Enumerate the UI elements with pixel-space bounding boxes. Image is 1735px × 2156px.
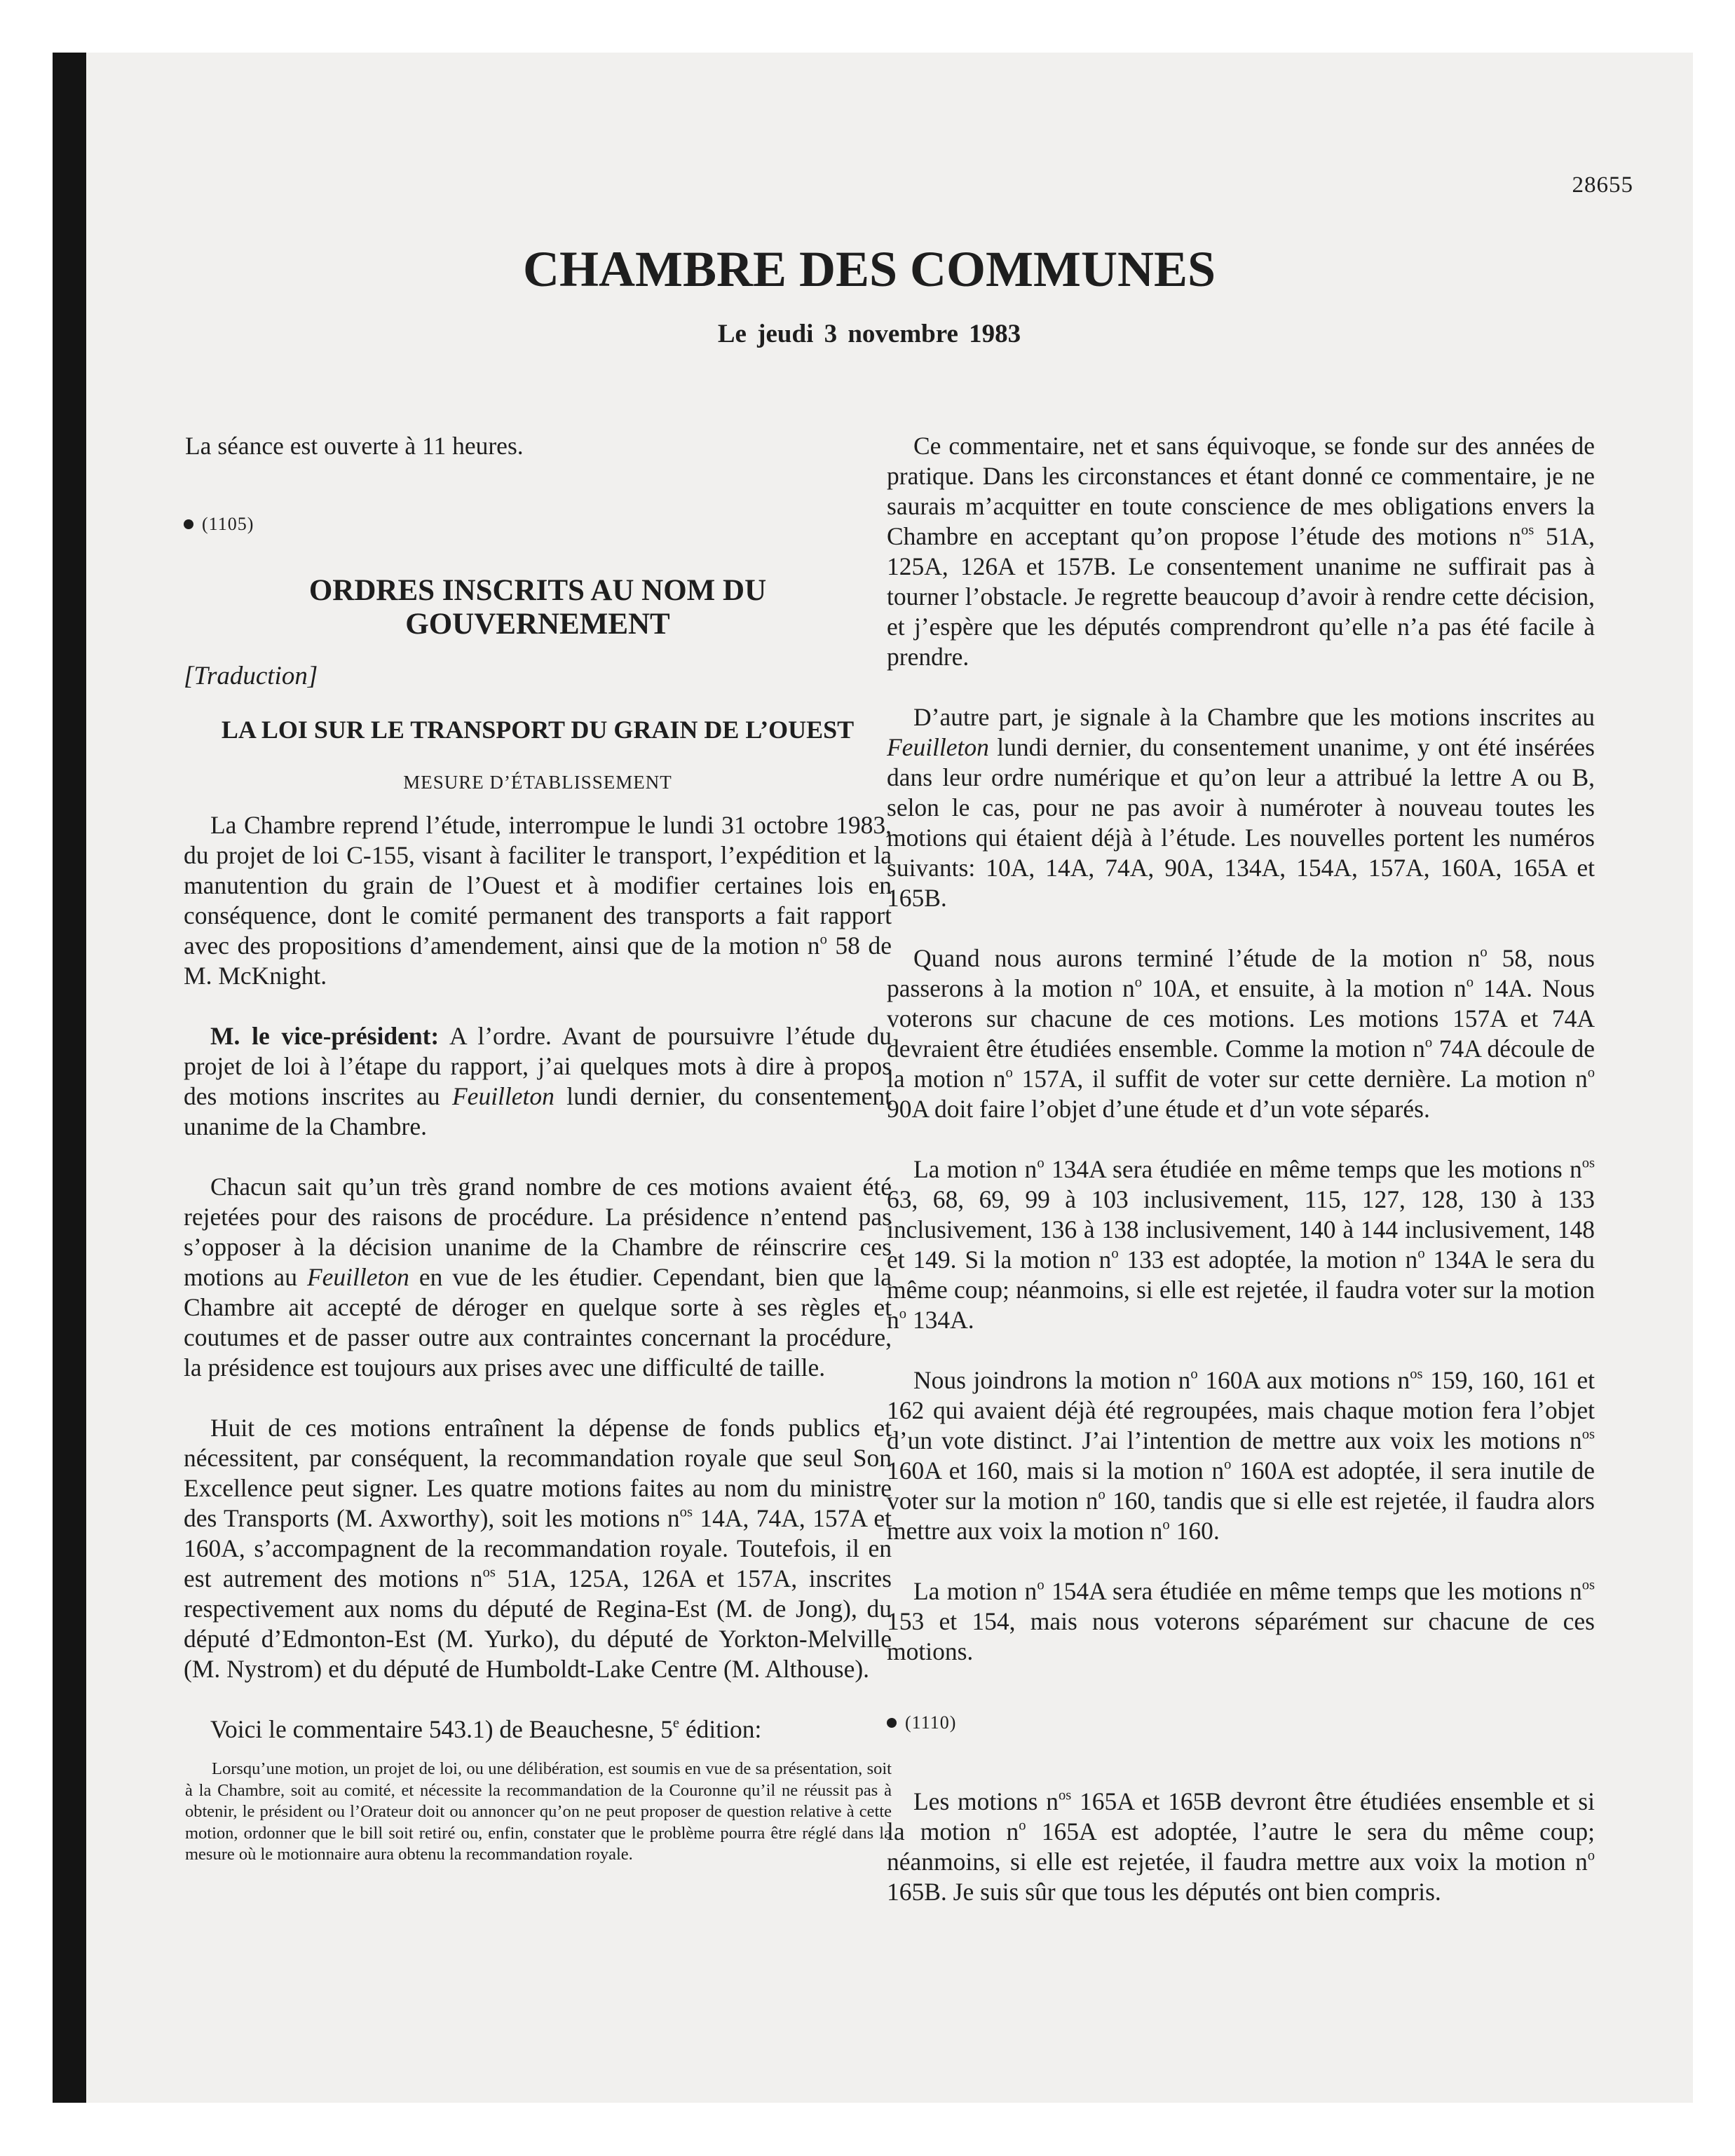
block-quote: Lorsqu’une motion, un projet de loi, ou une délibération, est soumis en vue de sa présentation, soit à la Chambre, soit au comité, et nécessite la recommandation de la Couronne qu’il ne réussit pas à obtenir, le président ou l’Orateur doit ou annoncer qu’on ne peut proposer de question relative à cette motion, ordonner que le bill soit retiré ou, enfin, constater que le problème pourra être réglé dans la mesure où le motionnaire aura obtenu la recommandation royale. xyxy=(185,1759,892,1864)
bullet-icon xyxy=(184,519,193,529)
sitting-date: Le jeudi 3 novembre 1983 xyxy=(717,320,1021,348)
paragraph: M. le vice-président: A l’ordre. Avant de poursuivre l’étude du projet de loi à l’étape du rapport, j’ai quelques mots à dire à propos des motions inscrites au Feuilleton lundi dernier, du consentement unanime de la Chambre. xyxy=(184,1022,892,1140)
paragraph: La motion $n^o$ 134A sera étudiée en même temps que les motions $n^{os}$ 63, 68, 69, 99 à 103 inclusivement, 115, 127, 128, 130 à 133 inclusivement, 136 à 138 inclusivement, 140 à 144 inclusivement, 148 et 149. Si la motion $n^o$ 133 est adoptée, la motion $n^o$ 134A le sera du même coup; néanmoins, si elle est rejetée, il faudra voter sur la motion $n^o$ 134A. xyxy=(887,1155,1595,1334)
scan-margin-left xyxy=(0,0,53,2156)
scan-binding-shadow xyxy=(53,53,86,2103)
bullet-icon xyxy=(887,1718,897,1728)
time-marker: (1110) xyxy=(887,1707,1595,1738)
page-number: 28655 xyxy=(1572,172,1633,198)
paragraph: Ce commentaire, net et sans équivoque, se fonde sur des années de pratique. Dans les circonstances et étant donné ce commentaire, je ne saurais m’acquitter en toute conscience de mes obligations envers la Chambre en acceptant qu’on propose l’étude des motions $n^{os}$ 51A, 125A, 126A et 157B. Le consentement unanime ne suffirait pas à tourner l’obstacle. Je regrette beaucoup d’avoir à rendre cette décision, et j’espère que les députés comprendront qu’elle n’a pas été facile à prendre. xyxy=(887,432,1595,671)
scan-margin-top xyxy=(53,0,1735,53)
translation-note: [Traduction] xyxy=(184,662,318,690)
page-title: CHAMBRE DES COMMUNES xyxy=(522,241,1216,297)
time-marker: (1105) xyxy=(184,509,892,539)
paragraph: Les motions $n^{os}$ 165A et 165B devront être étudiées ensemble et si la motion $n^o$ 165A est adoptée, l’autre le sera du même coup; néanmoins, si elle est rejetée, il faudra mettre aux voix la motion $n^o$ 165B. Je suis sûr que tous les députés ont bien compris. xyxy=(887,1787,1595,1906)
right-column xyxy=(887,431,1595,1907)
paragraph: Chacun sait qu’un très grand nombre de ces motions avaient été rejetées pour des raisons de procédure. La présidence n’entend pas s’opposer à la décision unanime de la Chambre de réinscrire ces motions au Feuilleton en vue de les étudier. Cependant, bien que la Chambre ait accepté de déroger en quelque sorte à ses règles et coutumes et de passer outre aux contraintes concernant la procédure, la présidence est toujours aux prises avec une difficulté de taille. xyxy=(184,1173,892,1381)
subheading: MESURE D’ÉTABLISSEMENT xyxy=(403,772,672,793)
section-heading: ORDRES INSCRITS AU NOM DU GOUVERNEMENT xyxy=(308,574,767,641)
left-column xyxy=(184,431,892,1866)
opening-line: La séance est ouverte à 11 heures. xyxy=(185,432,524,460)
paragraph: Nous joindrons la motion $n^o$ 160A aux motions $n^{os}$ 159, 160, 161 et 162 qui avaient déjà été regroupées, mais chaque motion fera l’objet d’un vote distinct. J’ai l’intention de mettre aux voix les motions $n^{os}$ 160A et 160, mais si la motion $n^o$ 160A est adoptée, il sera inutile de voter sur la motion $n^o$ 160, tandis que si elle est rejetée, il faudra alors mettre aux voix la motion $n^o$ 160. xyxy=(887,1366,1595,1545)
paragraph: Voici le commentaire 543.1) de Beauchesne, 5e édition: xyxy=(210,1715,762,1743)
paragraph: La Chambre reprend l’étude, interrompue le lundi 31 octobre 1983, du projet de loi C-155, visant à faciliter le transport, l’expédition et la manutention du grain de l’Ouest et à modifier certaines lois en conséquence, dont le comité permanent des transports a fait rapport avec des propositions d’amendement, ainsi que de la motion $n^o$ 58 de M. McKnight. xyxy=(184,811,892,990)
paragraph: D’autre part, je signale à la Chambre que les motions inscrites au Feuilleton lundi dernier, du consentement unanime, y ont été insérées dans leur ordre numérique et qu’on leur a attribué la lettre A ou B, selon le cas, pour ne pas avoir à numéroter à nouveau toutes les motions qui étaient déjà à l’étude. Les nouvelles portent les numéros suivants: 10A, 14A, 74A, 90A, 134A, 154A, 157A, 160A, 165A et 165B. xyxy=(887,703,1595,912)
subject-heading: LA LOI SUR LE TRANSPORT DU GRAIN DE L’OUEST xyxy=(221,716,855,744)
speaker-name: M. le vice-président: xyxy=(210,1022,440,1050)
paragraph: Quand nous aurons terminé l’étude de la motion $n^o$ 58, nous passerons à la motion $n^o$ 10A, et ensuite, à la motion $n^o$ 14A. Nous voterons sur chacune de ces motions. Les motions 157A et 74A devraient être étudiées ensemble. Comme la motion $n^o$ 74A découle de la motion $n^o$ 157A, il suffit de voter sur cette dernière. La motion $n^o$ 90A doit faire l’objet d’une étude et d’un vote séparés. xyxy=(887,944,1595,1123)
paragraph: La motion $n^o$ 154A sera étudiée en même temps que les motions $n^{os}$ 153 et 154, mais nous voterons séparément sur chacune de ces motions. xyxy=(887,1577,1595,1665)
paragraph: Huit de ces motions entraînent la dépense de fonds publics et nécessitent, par conséquent, la recommandation royale que seul Son Excellence peut signer. Les quatre motions faites au nom du ministre des Transports (M. Axworthy), soit les motions $n^{os}$ 14A, 74A, 157A et 160A, s’accompagnent de la recommandation royale. Toutefois, il en est autrement des motions $n^{os}$ 51A, 125A, 126A et 157A, inscrites respectivement aux noms du député de Regina-Est (M. de Jong), du député d’Edmonton-Est (M. Yurko), du député de Yorkton-Melville (M. Nystrom) et du député de Humboldt-Lake Centre (M. Althouse). xyxy=(184,1414,892,1683)
